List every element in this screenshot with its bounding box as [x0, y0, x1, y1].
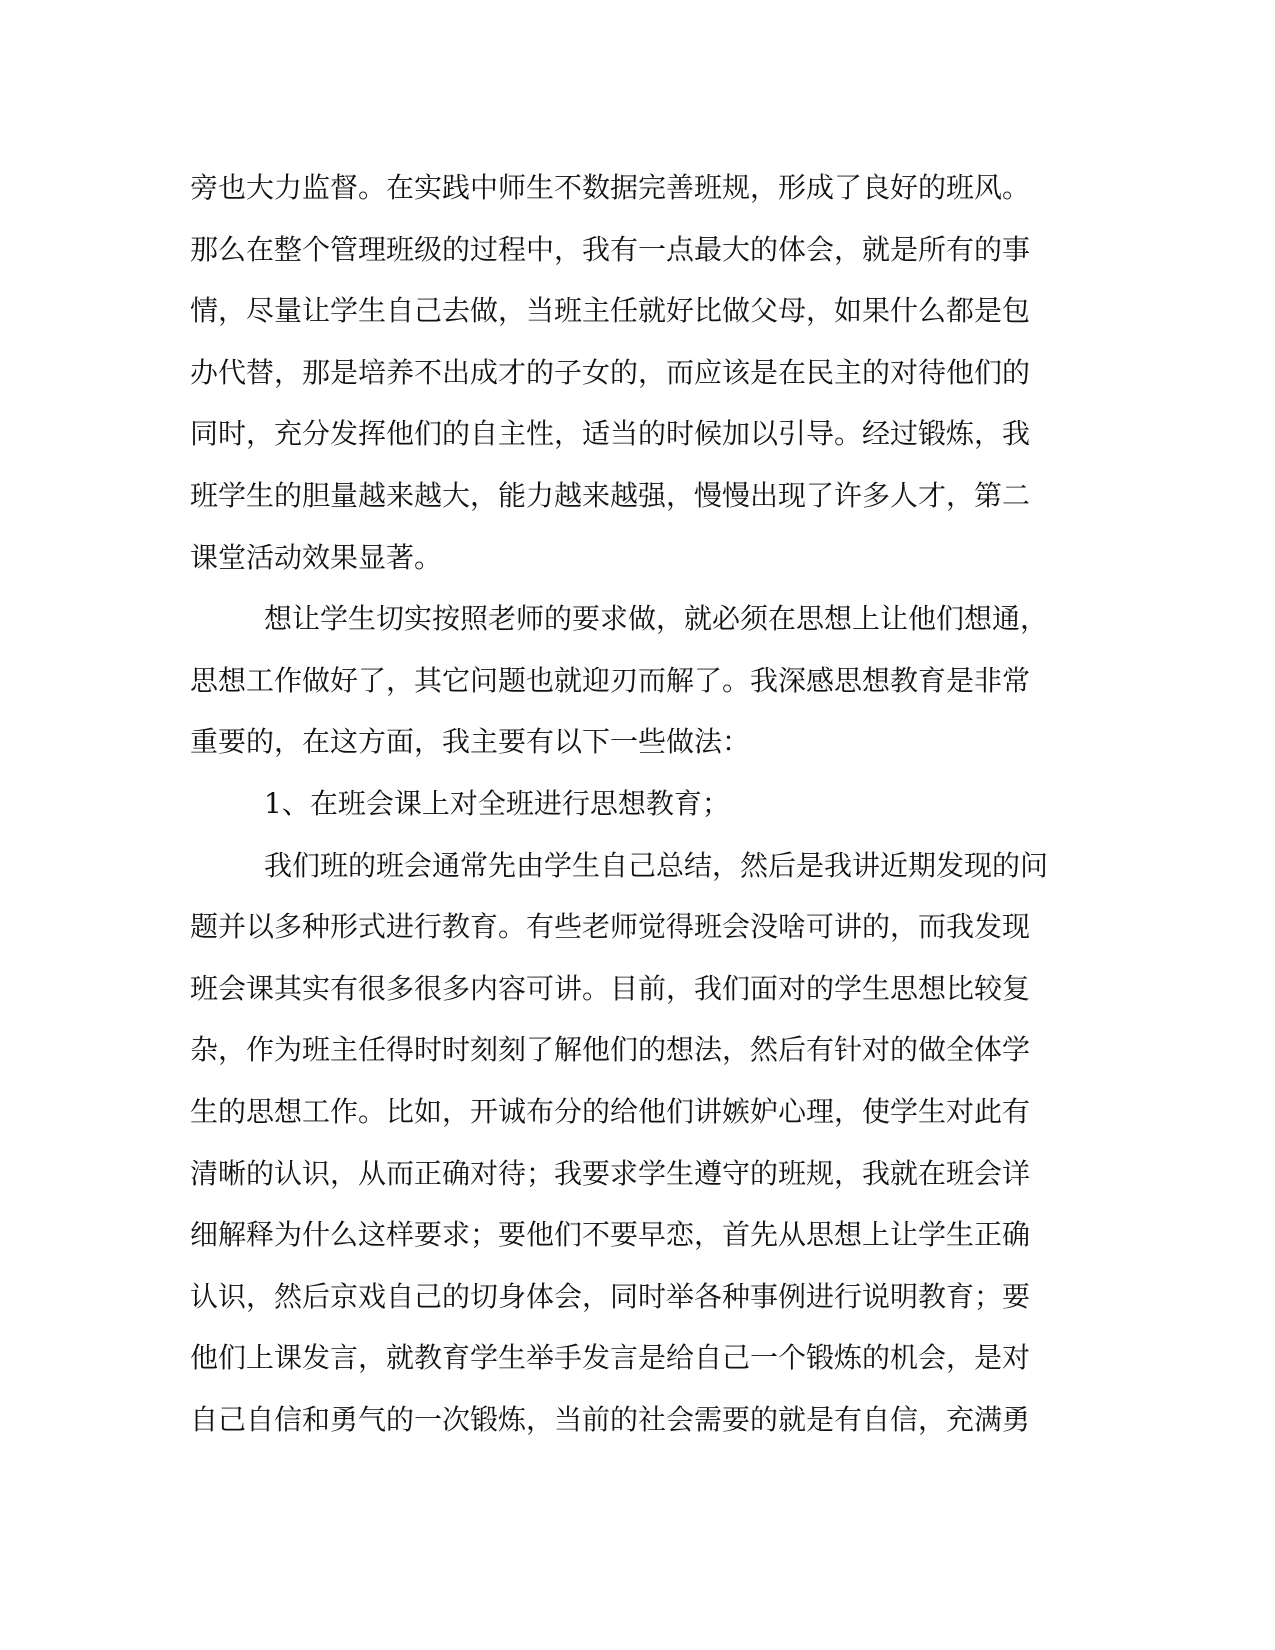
text-line: 办代替，那是培养不出成才的子女的，而应该是在民主的对待他们的 [190, 355, 1031, 389]
text-line: 情，尽量让学生自己去做，当班主任就好比做父母，如果什么都是包 [190, 294, 1031, 328]
text-line: 课堂活动效果显著。 [190, 540, 443, 574]
text-line: 认识，然后京戏自己的切身体会，同时举各种事例进行说明教育；要 [190, 1279, 1031, 1313]
paragraph-start-line: 想让学生切实按照老师的要求做，就必须在思想上让他们想通， [264, 602, 1049, 636]
text-line: 重要的，在这方面，我主要有以下一些做法： [190, 725, 751, 759]
text-line: 杂，作为班主任得时时刻刻了解他们的想法，然后有针对的做全体学 [190, 1033, 1031, 1067]
text-line: 班会课其实有很多很多内容可讲。目前，我们面对的学生思想比较复 [190, 971, 1031, 1005]
text-line: 那么在整个管理班级的过程中，我有一点最大的体会，就是所有的事 [190, 232, 1031, 266]
text-line: 细解释为什么这样要求；要他们不要早恋，首先从思想上让学生正确 [190, 1218, 1031, 1252]
text-line: 生的思想工作。比如，开诚布分的给他们讲嫉妒心理，使学生对此有 [190, 1094, 1031, 1128]
text-line: 自己自信和勇气的一次锻炼，当前的社会需要的就是有自信，充满勇 [190, 1402, 1031, 1436]
text-line: 旁也大力监督。在实践中师生不数据完善班规，形成了良好的班风。 [190, 171, 1031, 204]
body-text [190, 157, 1070, 1450]
paragraph-start-line: 我们班的班会通常先由学生自己总结，然后是我讲近期发现的问 [264, 848, 1049, 882]
text-line: 他们上课发言，就教育学生举手发言是给自己一个锻炼的机会，是对 [190, 1341, 1031, 1375]
text-line: 清晰的认识，从而正确对待；我要求学生遵守的班规，我就在班会详 [190, 1156, 1031, 1190]
text-line: 题并以多种形式进行教育。有些老师觉得班会没啥可讲的，而我发现 [190, 910, 1031, 944]
text-line: 同时，充分发挥他们的自主性，适当的时候加以引导。经过锻炼，我 [190, 417, 1031, 451]
text-line: 班学生的胆量越来越大，能力越来越强，慢慢出现了许多人才，第二 [190, 478, 1031, 512]
list-item-heading: 1、在班会课上对全班进行思想教育； [264, 786, 730, 820]
text-line: 思想工作做好了，其它问题也就迎刃而解了。我深感思想教育是非常 [190, 663, 1031, 697]
